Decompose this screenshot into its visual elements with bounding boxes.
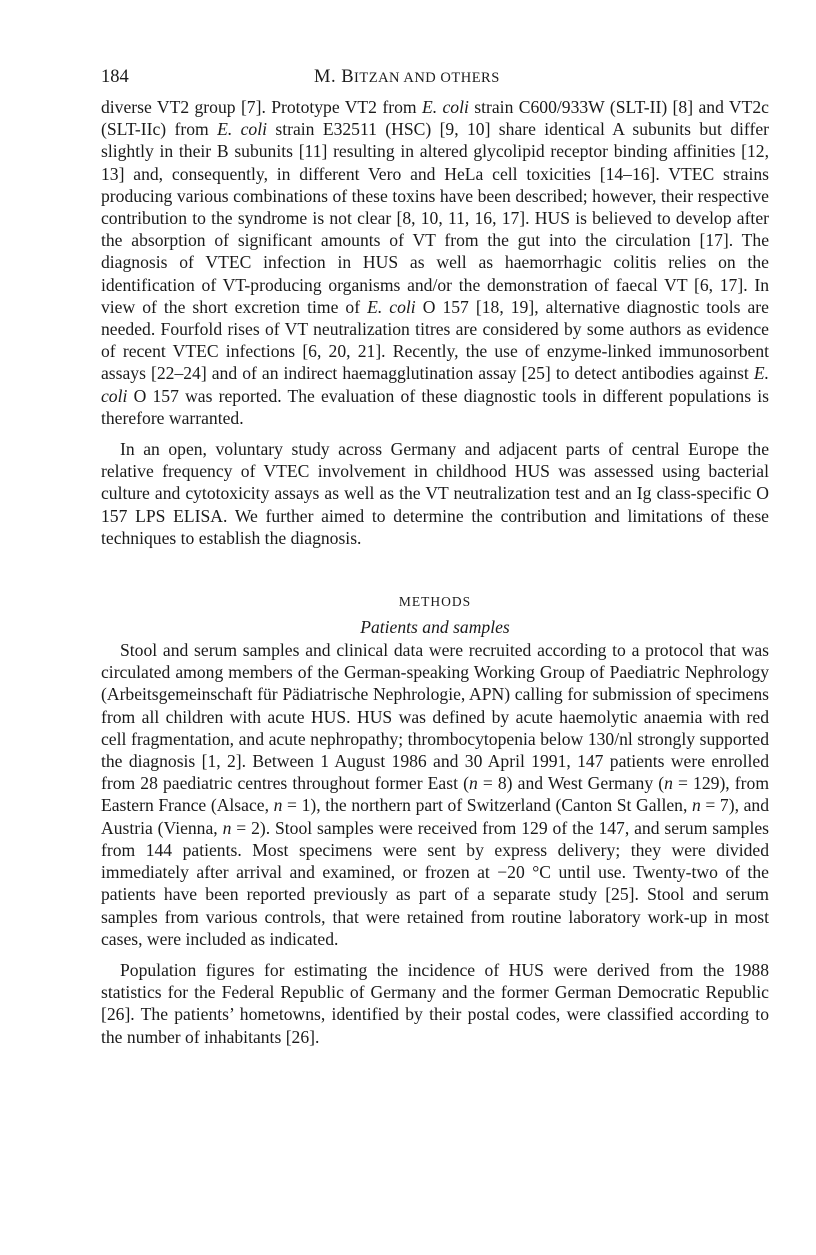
subsection-title-patients: Patients and samples	[360, 617, 510, 638]
intro-paragraph-1: diverse VT2 group [7]. Prototype VT2 from E. coli strain C600/933W (SLT-II) [8] and VT2c (SLT-IIc) from E. coli strain E32511 (HSC) [9, 10] share identical A subunits but differ slightly in their B subunits [11] resulting in altered glycolipid receptor binding affinities [12, 13] and, consequently, in different Vero and HeLa cell toxicities [14–16]. VTEC strains producing various combinations of these toxins have been described; however, their respective contribution to the syndrome is not clear [8, 10, 11, 16, 17]. HUS is believed to develop after the absorption of significant amounts of VT from the gut into the circulation [17]. The diagnosis of VTEC infection in HUS as well as haemorrhagic colitis relies on the identification of VT-producing organisms and/or the demonstration of faecal VT [6, 17]. In view of the short excretion time of E. coli O 157 [18, 19], alternative diagnostic tools are needed. Fourfold rises of VT neutralization titres are considered by some authors as evidence of recent VTEC infections [6, 20, 21]. Recently, the use of enzyme-linked immunosorbent assays [22–24] and of an indirect haemagglutination assay [25] to detect antibodies against E. coli O 157 was reported. The evaluation of these diagnostic tools in different populations is therefore warranted.	[101, 97, 769, 428]
running-head-initial: M. B	[314, 67, 355, 87]
journal-page	[101, 66, 769, 1048]
page-header	[101, 66, 769, 94]
page-number: 184	[101, 67, 129, 87]
intro-paragraph-2: In an open, voluntary study across Germany and adjacent parts of central Europe the relative frequency of VTEC involvement in childhood HUS was assessed using bacterial culture and cytotoxicity assays as well as the VT neutralization test and an Ig class-specific O 157 LPS ELISA. We further aimed to determine the contribution and limitations of these techniques to establish the diagnosis.	[101, 439, 769, 548]
running-head	[314, 66, 500, 89]
methods-paragraph-1: Stool and serum samples and clinical data were recruited according to a protocol that was circulated among members of the German-speaking Working Group of Paediatric Nephrology (Arbeitsgemeinschaft für Pädiatrische Nephrologie, APN) calling for submission of specimens from all children with acute HUS. HUS was defined by acute haemolytic anaemia with red cell fragmentation, and acute nephropathy; thrombocytopenia below 130/nl strongly supported the diagnosis [1, 2]. Between 1 August 1986 and 30 April 1991, 147 patients were enrolled from 28 paediatric centres throughout former East (n = 8) and West Germany (n = 129), from Eastern France (Alsace, n = 1), the northern part of Switzerland (Canton St Gallen, n = 7), and Austria (Vienna, n = 2). Stool samples were received from 129 of the 147, and serum samples from 144 patients. Most specimens were sent by express delivery; they were divided immediately after arrival and examined, or frozen at −20 °C until use. Twenty-two of the patients have been reported previously as part of a separate study [25]. Stool and serum samples from various controls, that were retained from routine laboratory work-up in most cases, were included as indicated.	[101, 640, 770, 949]
methods-paragraph-2: Population figures for estimating the incidence of HUS were derived from the 1988 statistics for the Federal Republic of Germany and the former German Democratic Republic [26]. The patients’ hometowns, identified by their postal codes, were classified according to the number of inhabitants [26].	[101, 959, 769, 1047]
section-title-methods: METHODS	[398, 594, 472, 610]
running-head-rest: ITZAN AND OTHERS	[354, 70, 500, 86]
